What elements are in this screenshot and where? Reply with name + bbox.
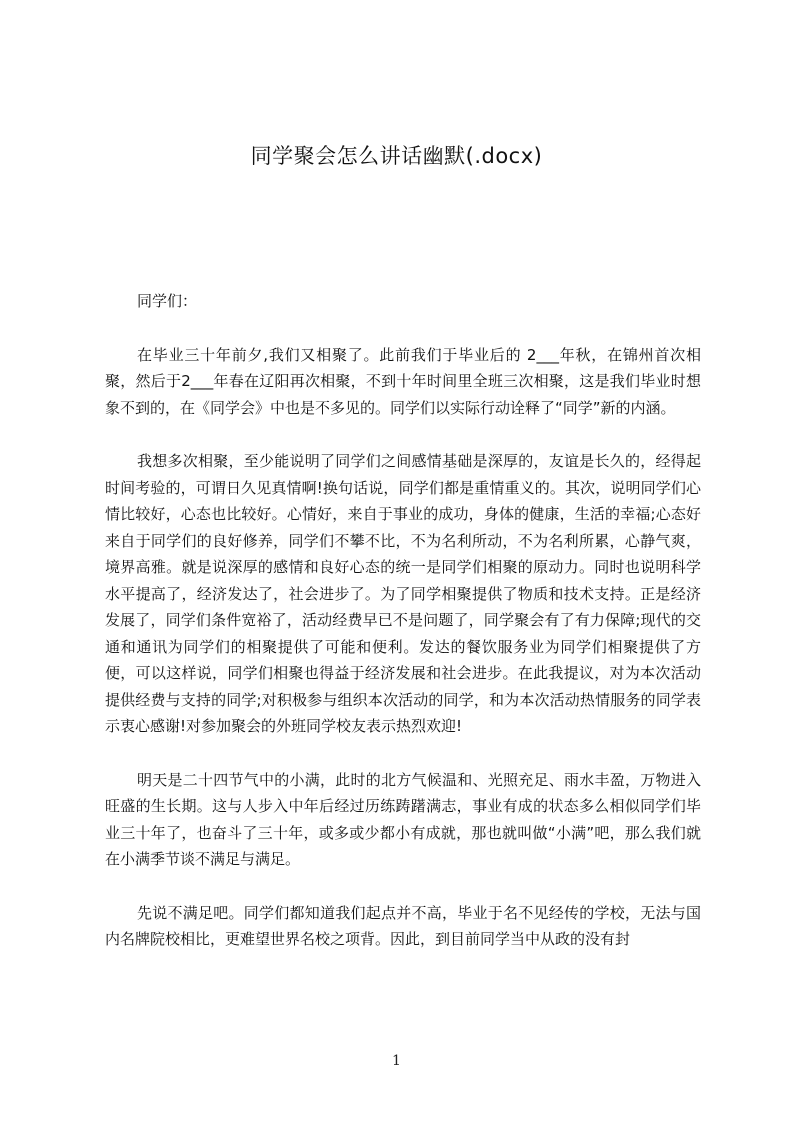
document-title: 同学聚会怎么讲话幽默(.docx) (250, 144, 543, 168)
paragraph: 在毕业三十年前夕,我们又相聚了。此前我们于毕业后的 2___年秋，在锦州首次相聚，然后于2___年春在辽阳再次相聚，不到十年时间里全班三次相聚，这是我们毕业时想象不到的，在《同学会》中也是不多见的。同学们以实际行动诠释了“同学”新的内涵。 (105, 345, 701, 417)
paragraph: 先说不满足吧。同学们都知道我们起点并不高，毕业于名不见经传的学校，无法与国内名牌院校相比，更难望世界名校之项背。因此，到目前同学当中从政的没有封 (105, 903, 701, 948)
document-body (105, 288, 701, 980)
page-number: 1 (392, 1053, 401, 1069)
greeting: 同学们： (137, 292, 198, 310)
paragraph: 明天是二十四节气中的小满，此时的北方气候温和、光照充足、雨水丰盈，万物进入旺盛的生长期。这与人步入中年后经过历练踌躇满志，事业有成的状态多么相似同学们毕业三十年了，也奋斗了三十年，或多或少都小有成就，那也就叫做“小满”吧，那么我们就在小满季节谈不满足与满足。 (105, 770, 701, 868)
paragraph: 我想多次相聚，至少能说明了同学们之间感情基础是深厚的，友谊是长久的，经得起时间考验的，可谓日久见真情啊!换句话说，同学们都是重情重义的。其次，说明同学们心情比较好，心态也比较好。心情好，来自于事业的成功，身体的健康，生活的幸福;心态好来自于同学们的良好修养，同学们不攀不比，不为名利所动，不为名利所累，心静气爽，境界高雅。就是说深厚的感情和良好心态的统一是同学们相聚的原动力。同时也说明科学水平提高了，经济发达了，社会进步了。为了同学相聚提供了物质和技术支持。正是经济发展了，同学们条件宽裕了，活动经费早已不是问题了，同学聚会有了有力保障;现代的交通和通讯为同学们的相聚提供了可能和便利。发达的餐饮服务业为同学们相聚提供了方便，可以这样说，同学们相聚也得益于经济发展和社会进步。在此我提议，对为本次活动提供经费与支持的同学;对积极参与组织本次活动的同学，和为本次活动热情服务的同学表示衷心感谢!对参加聚会的外班同学校友表示热烈欢迎! (105, 452, 701, 735)
